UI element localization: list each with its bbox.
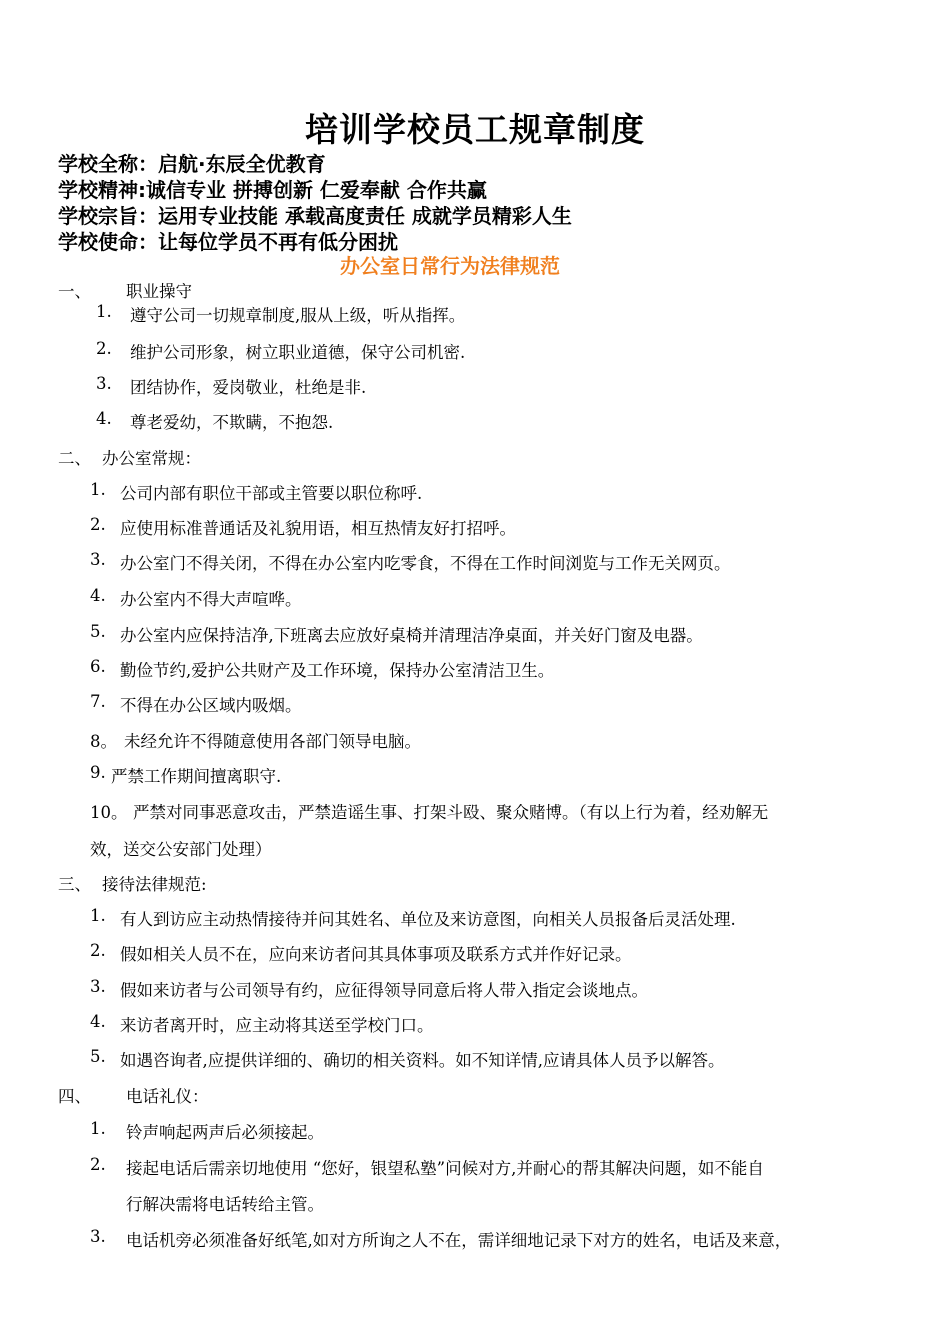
list-item-text: 尊老爱幼，不欺瞒，不抱怨.	[130, 413, 334, 432]
list-item-text: 维护公司形象，树立职业道德，保守公司机密.	[130, 343, 466, 362]
list-item-text: 如遇咨询者,应提供详细的、确切的相关资料。如不知详情,应请具体人员予以解答。	[120, 1051, 725, 1070]
list-item-text: 接起电话后需亲切地使用 “您好，银望私塾”问候对方,并耐心的帮其解决问题，如不能自	[126, 1159, 764, 1178]
list-item-number: 2.	[96, 339, 112, 358]
list-item-number: 3.	[90, 1227, 106, 1246]
list-item-number: 7.	[90, 692, 106, 711]
school-name-line: 学校全称：启航·东辰全优教育	[58, 152, 326, 176]
list-item-number: 5.	[90, 1047, 106, 1066]
list-item-text: 遵守公司一切规章制度,服从上级，听从指挥。	[130, 306, 466, 325]
section-heading: 办公室常规：	[102, 449, 201, 468]
list-item-number: 2.	[90, 1155, 106, 1174]
list-item-text: 团结协作，爱岗敬业，杜绝是非.	[130, 378, 367, 397]
list-item-number: 8。	[90, 732, 117, 751]
list-item-text: 来访者离开时，应主动将其送至学校门口。	[120, 1016, 434, 1035]
list-item-number: 9.	[90, 763, 106, 782]
section-subtitle: 办公室日常行为法律规范	[340, 254, 560, 278]
list-item-continuation: 行解决需将电话转给主管。	[126, 1195, 324, 1214]
list-item-text: 办公室门不得关闭，不得在办公室内吃零食，不得在工作时间浏览与工作无关网页。	[120, 554, 731, 573]
list-item-text: 公司内部有职位干部或主管要以职位称呼.	[120, 484, 423, 503]
list-item-text: 假如相关人员不在，应向来访者问其具体事项及联系方式并作好记录。	[120, 945, 632, 964]
list-item-number: 2.	[90, 941, 106, 960]
list-item-text: 电话机旁必须准备好纸笔,如对方所询之人不在，需详细地记录下对方的姓名，电话及来意，	[126, 1231, 792, 1250]
list-item-number: 10。	[90, 803, 128, 822]
section-number: 一、	[58, 282, 91, 301]
section-heading: 接待法律规范:	[102, 875, 207, 894]
list-item-number: 3.	[90, 550, 106, 569]
list-item-number: 1.	[90, 906, 106, 925]
list-item-text: 办公室内不得大声喧哗。	[120, 590, 302, 609]
list-item-number: 2.	[90, 515, 106, 534]
list-item-text: 有人到访应主动热情接待并问其姓名、单位及来访意图，向相关人员报备后灵活处理.	[120, 910, 736, 929]
section-number: 二、	[58, 449, 91, 468]
section-heading: 职业操守	[126, 282, 192, 301]
list-item-number: 3.	[90, 977, 106, 996]
list-item-text: 应使用标准普通话及礼貌用语，相互热情友好打招呼。	[120, 519, 516, 538]
list-item-text: 办公室内应保持洁净,下班离去应放好桌椅并清理洁净桌面，并关好门窗及电器。	[120, 626, 703, 645]
list-item-text: 未经允许不得随意使用各部门领导电脑。	[124, 732, 421, 751]
list-item-number: 4.	[90, 586, 106, 605]
list-item-number: 1.	[96, 302, 112, 321]
document-title: 培训学校员工规章制度	[305, 110, 645, 149]
list-item-number: 4.	[96, 409, 112, 428]
list-item-text: 勤俭节约,爱护公共财产及工作环境，保持办公室清洁卫生。	[120, 661, 555, 680]
section-heading: 电话礼仪：	[126, 1087, 209, 1106]
list-item-number: 4.	[90, 1012, 106, 1031]
list-item-continuation: 效，送交公安部门处理）	[90, 840, 272, 859]
section-number: 三、	[58, 875, 91, 894]
school-spirit-line: 学校精神:诚信专业 拼搏创新 仁爱奉献 合作共赢	[58, 178, 487, 202]
list-item-text: 严禁工作期间擅离职守.	[111, 767, 282, 786]
list-item-number: 3.	[96, 374, 112, 393]
list-item-number: 1.	[90, 1119, 106, 1138]
section-number: 四、	[58, 1087, 91, 1106]
list-item-text: 铃声响起两声后必须接起。	[126, 1123, 324, 1142]
list-item-text: 假如来访者与公司领导有约，应征得领导同意后将人带入指定会谈地点。	[120, 981, 648, 1000]
list-item-number: 6.	[90, 657, 106, 676]
list-item-number: 5.	[90, 622, 106, 641]
school-purpose-line: 学校宗旨：运用专业技能 承载高度责任 成就学员精彩人生	[58, 204, 572, 228]
list-item-text: 严禁对同事恶意攻击，严禁造谣生事、打架斗殴、聚众赌博。（有以上行为着，经劝解无	[133, 803, 769, 822]
school-mission-line: 学校使命：让每位学员不再有低分困扰	[58, 230, 398, 254]
list-item-text: 不得在办公区域内吸烟。	[120, 696, 302, 715]
list-item-number: 1.	[90, 480, 106, 499]
